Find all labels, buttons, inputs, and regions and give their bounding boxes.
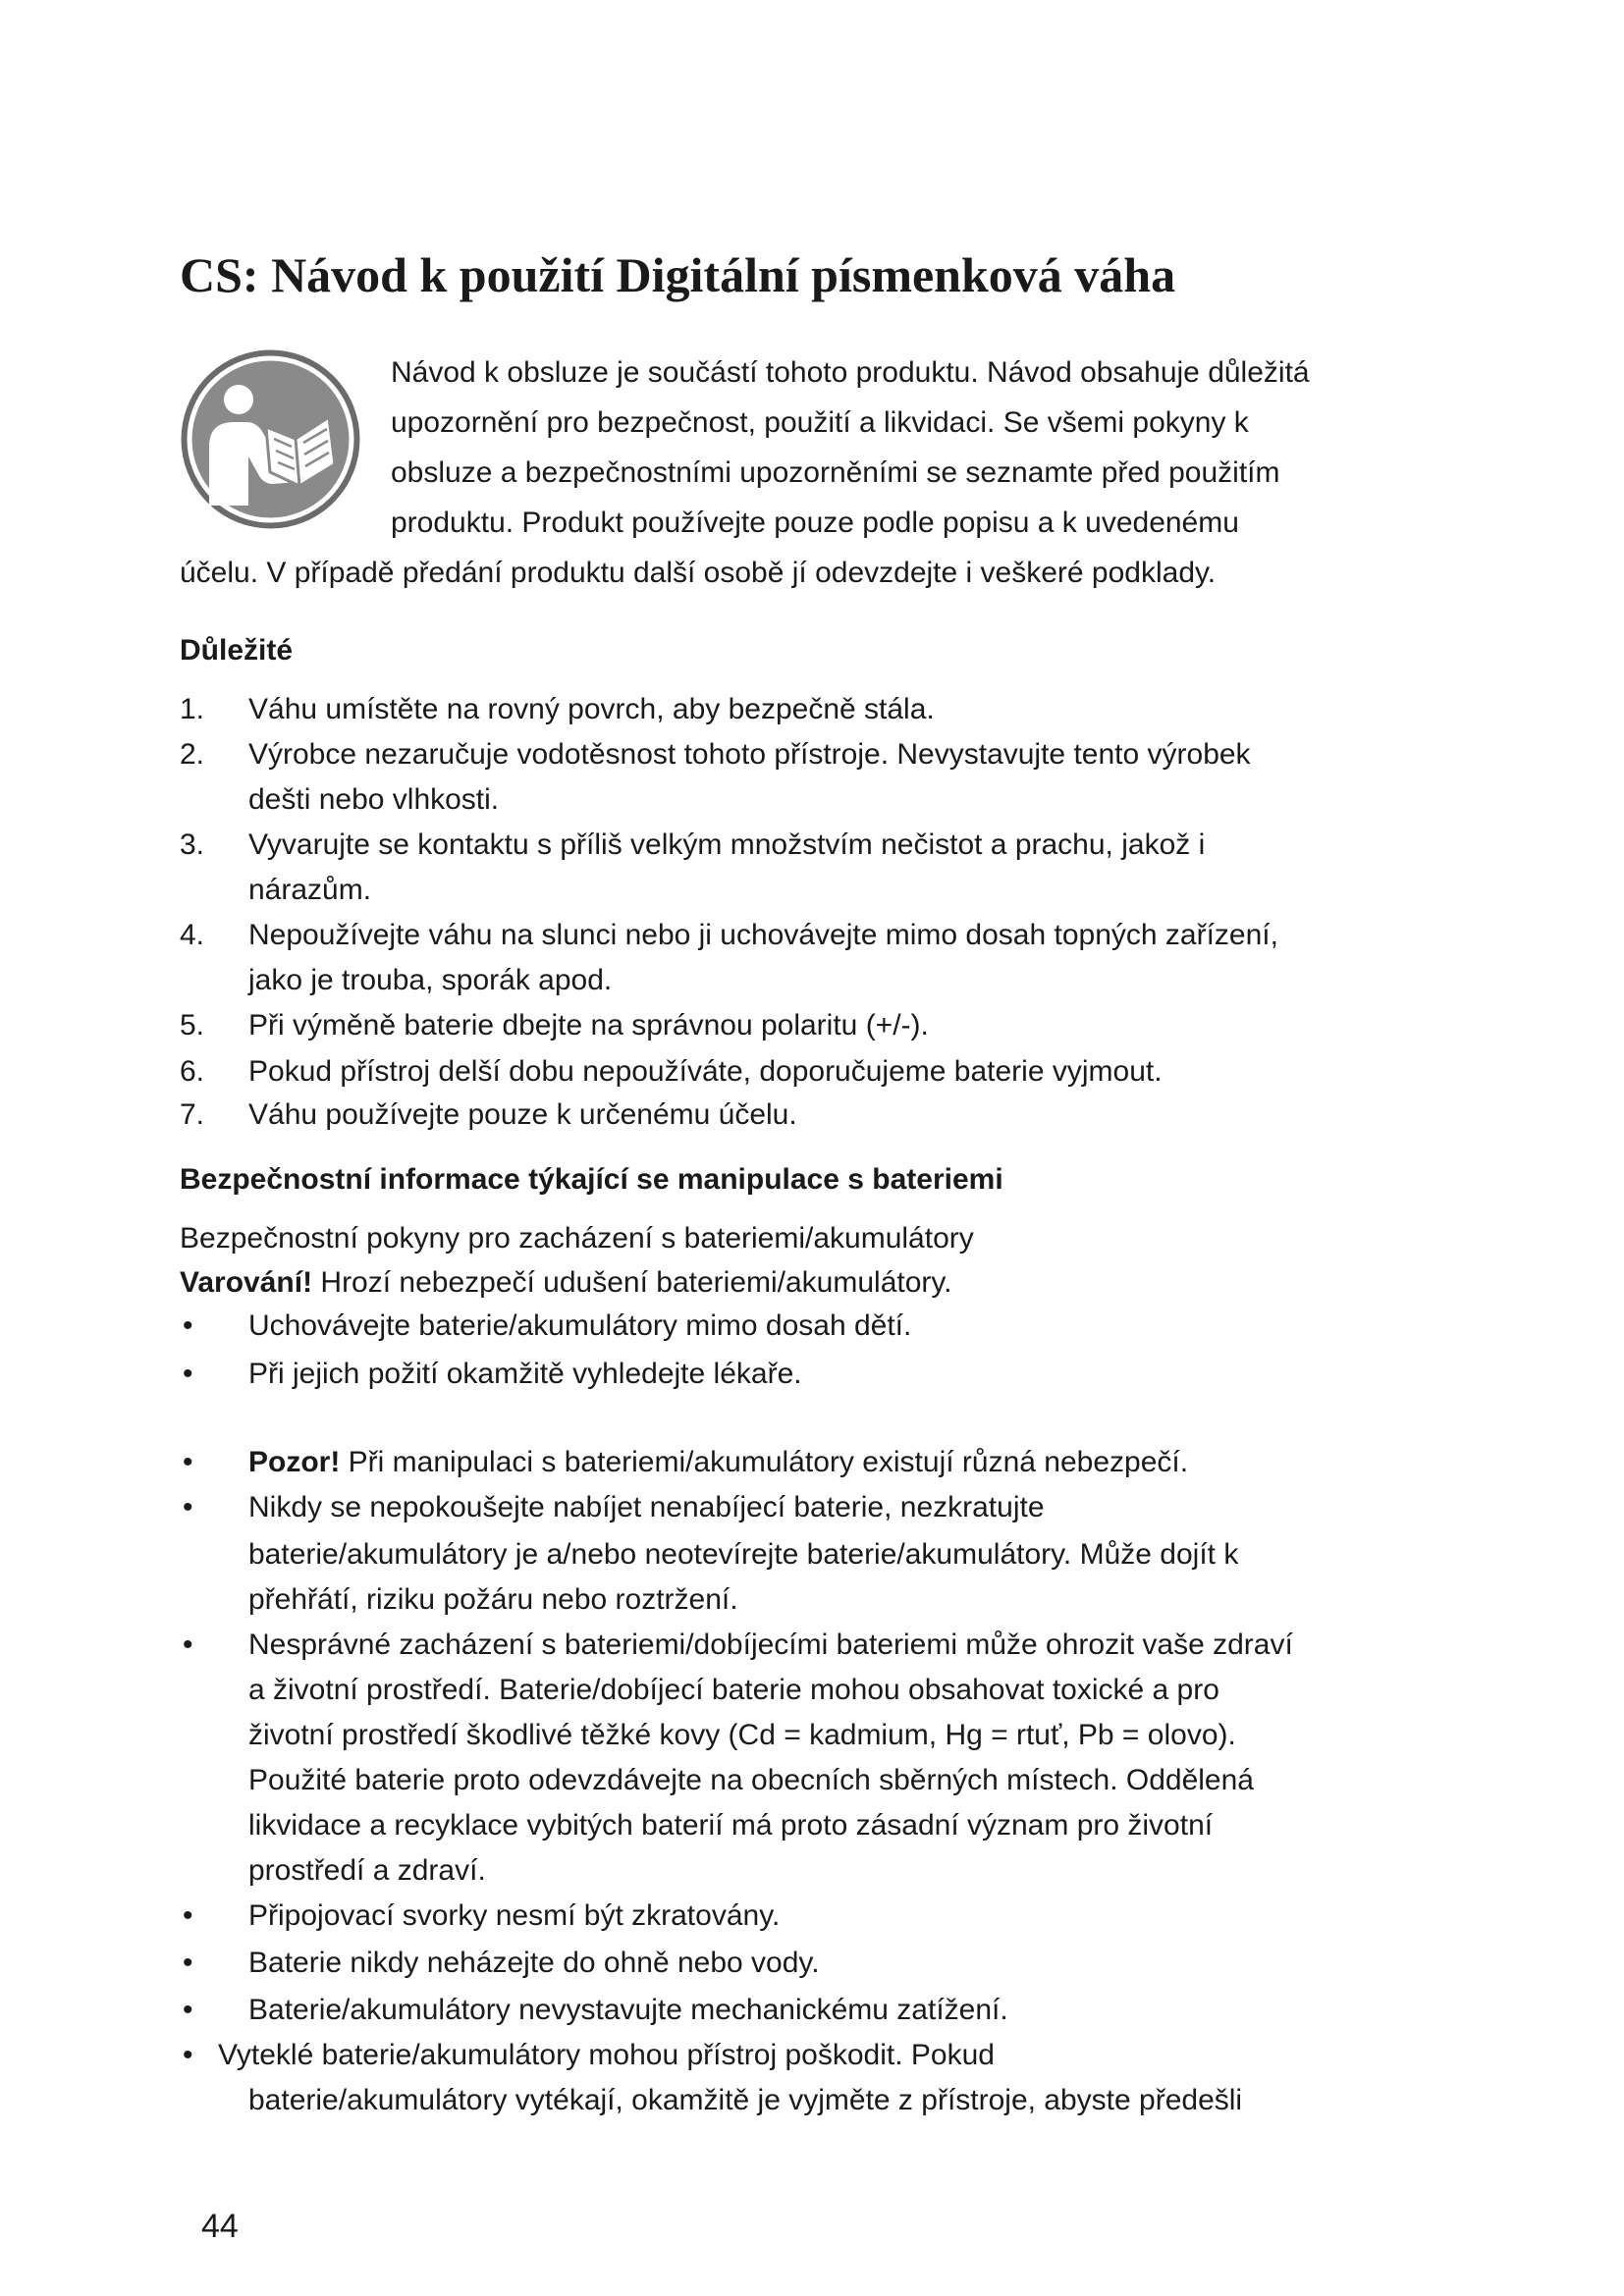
list-number: 4.: [180, 919, 205, 951]
battery-bullet-text: přehřátí, riziku požáru nebo roztržení.: [248, 1583, 738, 1616]
read-manual-icon: [180, 348, 361, 530]
important-item-text: Při výměně baterie dbejte na správnou polaritu (+/-).: [248, 1009, 929, 1041]
important-item-text: Vyvarujte se kontaktu s příliš velkým množstvím nečistot a prachu, jakož i: [248, 828, 1206, 861]
caution-text: Při manipulaci s bateriemi/akumulátory existují různá nebezpečí.: [340, 1446, 1189, 1478]
intro-text-line: účelu. V případě předání produktu další osobě jí odevzdejte i veškeré podklady.: [180, 557, 1217, 589]
important-item-text: nárazům.: [248, 874, 372, 906]
battery-bullet-text: Nesprávné zacházení s bateriemi/dobíjecími bateriemi může ohrozit vaše zdraví: [248, 1629, 1293, 1661]
battery-subtitle: Bezpečnostní pokyny pro zacházení s bateriemi/akumulátory: [180, 1222, 974, 1255]
important-item-text: Váhu používejte pouze k určenému účelu.: [248, 1098, 797, 1131]
battery-bullet-text: a životní prostředí. Baterie/dobíjecí baterie mohou obsahovat toxické a pro: [248, 1674, 1219, 1706]
list-number: 2.: [180, 738, 205, 771]
page-number: 44: [201, 2208, 239, 2245]
bullet-icon: •: [183, 1947, 193, 1979]
battery-bullet-text: prostředí a zdraví.: [248, 1854, 486, 1887]
battery-bullet-text: baterie/akumulátory vytékají, okamžitě je vyjměte z přístroje, abyste předešli: [248, 2084, 1243, 2116]
battery-bullet-text: životní prostředí škodlivé těžké kovy (Cd = kadmium, Hg = rtuť, Pb = olovo).: [248, 1719, 1236, 1751]
battery-bullet-text: Baterie nikdy neházejte do ohně nebo vody.: [248, 1947, 820, 1979]
battery-caution: [248, 1445, 1188, 1480]
list-number: 3.: [180, 828, 205, 861]
important-item-text: Výrobce nezaručuje vodotěsnost tohoto přístroje. Nevystavujte tento výrobek: [248, 738, 1251, 771]
warning-text: Hrozí nebezpečí udušení bateriemi/akumulátory.: [312, 1266, 952, 1299]
battery-bullet-text: Vyteklé baterie/akumulátory mohou přístroj poškodit. Pokud: [218, 2039, 995, 2071]
list-number: 7.: [180, 1098, 205, 1131]
caution-label: Pozor!: [248, 1446, 341, 1478]
battery-bullet-text: baterie/akumulátory je a/nebo neotevírejte baterie/akumulátory. Může dojít k: [248, 1538, 1239, 1571]
important-item-text: jako je trouba, sporák apod.: [248, 964, 613, 996]
bullet-icon: •: [183, 1629, 193, 1661]
important-item-text: Váhu umístěte na rovný povrch, aby bezpečně stála.: [248, 693, 935, 725]
list-number: 1.: [180, 693, 205, 725]
bullet-icon: •: [183, 2039, 193, 2071]
battery-bullet-text: Použité baterie proto odevzdávejte na obecních sběrných místech. Oddělená: [248, 1764, 1254, 1796]
intro-text-line: produktu. Produkt používejte pouze podle popisu a k uvedenému: [391, 507, 1239, 539]
battery-bullet-text: Uchovávejte baterie/akumulátory mimo dosah dětí.: [248, 1309, 912, 1342]
important-item-text: Nepoužívejte váhu na slunci nebo ji uchovávejte mimo dosah topných zařízení,: [248, 919, 1278, 951]
intro-text-line: Návod k obsluze je součástí tohoto produktu. Návod obsahuje důležitá: [391, 356, 1310, 389]
page-title: CS: Návod k použití Digitální písmenková váha: [180, 247, 1176, 302]
bullet-icon: •: [183, 1446, 193, 1478]
important-item-text: Pokud přístroj delší dobu nepoužíváte, doporučujeme baterie vyjmout.: [248, 1055, 1163, 1088]
bullet-icon: •: [183, 1994, 193, 2026]
bullet-icon: •: [183, 1358, 193, 1390]
battery-bullet-text: Připojovací svorky nesmí být zkratovány.: [248, 1899, 781, 1932]
warning-label: Varování!: [180, 1266, 313, 1299]
battery-bullet-text: Nikdy se nepokoušejte nabíjet nenabíjecí baterie, nezkratujte: [248, 1491, 1045, 1523]
intro-text-line: obsluze a bezpečnostními upozorněními se seznamte před použitím: [391, 456, 1280, 489]
list-number: 6.: [180, 1055, 205, 1088]
important-heading: Důležité: [180, 634, 294, 667]
intro-text-line: upozornění pro bezpečnost, použití a likvidaci. Se všemi pokyny k: [391, 406, 1249, 439]
important-item-text: dešti nebo vlhkosti.: [248, 783, 500, 816]
battery-warning: [180, 1265, 952, 1301]
battery-bullet-text: Při jejich požití okamžitě vyhledejte lékaře.: [248, 1358, 802, 1390]
battery-bullet-text: Baterie/akumulátory nevystavujte mechanickému zatížení.: [248, 1994, 1008, 2026]
list-number: 5.: [180, 1009, 205, 1041]
battery-heading: Bezpečnostní informace týkající se manipulace s bateriemi: [180, 1163, 1003, 1196]
bullet-icon: •: [183, 1899, 193, 1932]
bullet-icon: •: [183, 1491, 193, 1523]
bullet-icon: •: [183, 1309, 193, 1342]
battery-bullet-text: likvidace a recyklace vybitých baterií má proto zásadní význam pro životní: [248, 1809, 1214, 1842]
